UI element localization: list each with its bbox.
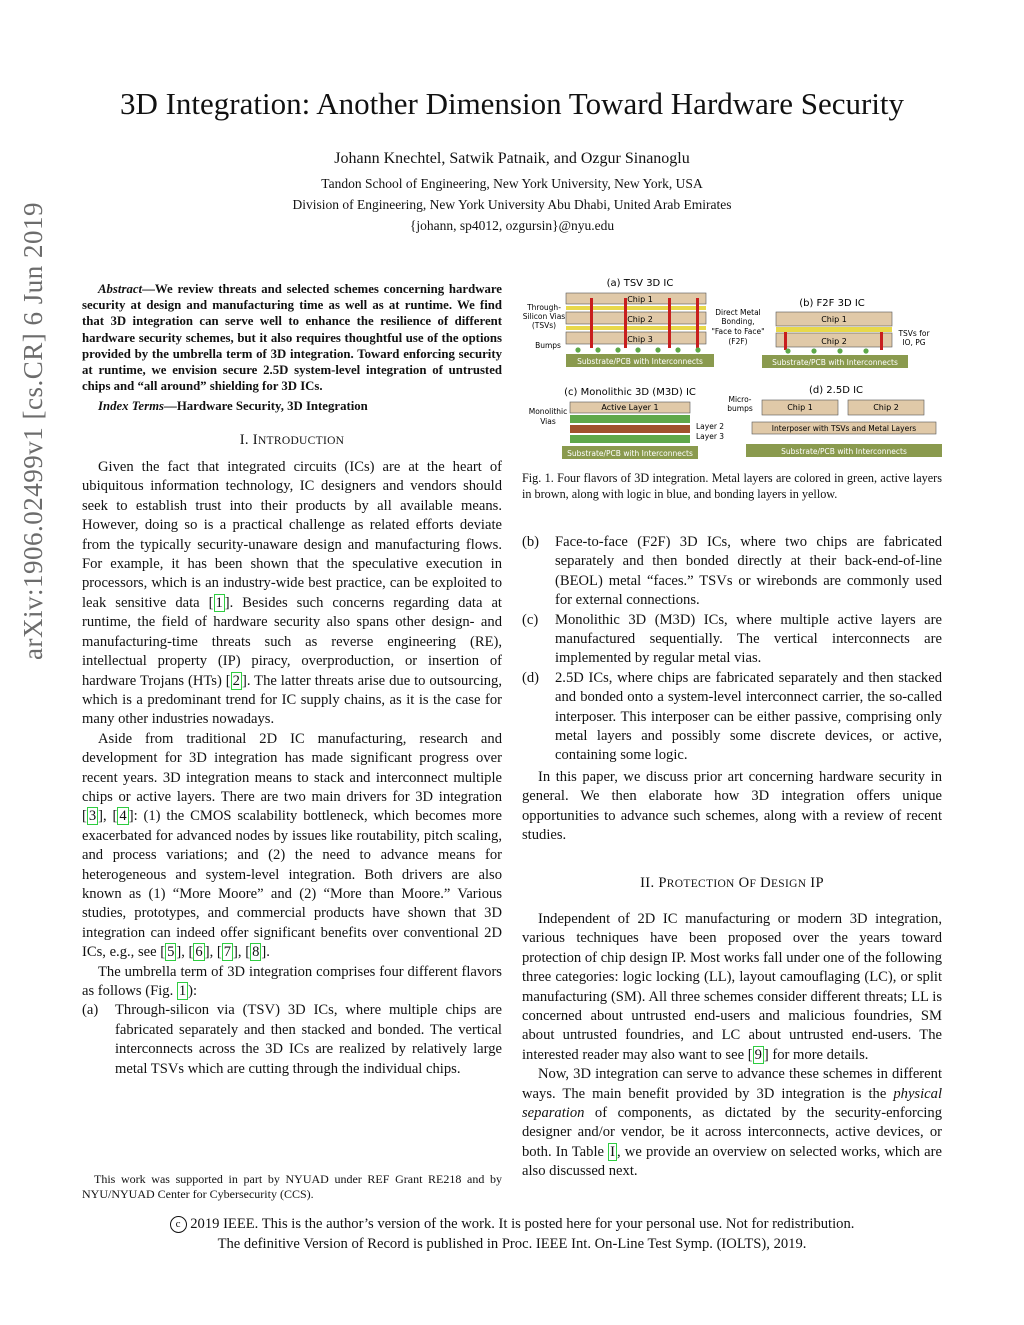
version-of-record-notice: The definitive Version of Record is published in Proc. IEEE Int. On-Line Test Symp. (IOLTS), 2019.	[217, 1236, 807, 1252]
author-emails: {johann, sp4012, ozgursin}@nyu.edu	[409, 218, 615, 233]
bump	[595, 347, 600, 352]
figure-link[interactable]: 1	[178, 983, 187, 999]
copyright-symbol: c	[170, 1216, 187, 1233]
tsv-label-line1: Through-	[527, 303, 561, 312]
citation-link[interactable]: 5	[167, 944, 175, 961]
substrate-label: Substrate/PCB with Interconnects	[567, 449, 693, 458]
microbumps-label-line2: bumps	[727, 404, 753, 413]
microbumps-label-line1: Micro-	[728, 395, 752, 404]
f2f-label-line2: Bonding,	[721, 317, 755, 326]
substrate-label: Substrate/PCB with Interconnects	[577, 357, 703, 366]
layer-2	[570, 415, 690, 423]
citation-link[interactable]: 6	[195, 944, 203, 961]
author-list: Johann Knechtel, Satwik Patnaik, and Ozgur Sinanoglu	[334, 150, 690, 167]
list-item-label: (b)	[522, 534, 540, 550]
tsv-label-line3: (TSVs)	[531, 321, 557, 330]
citation-link[interactable]: 2	[232, 672, 240, 689]
list-item-text: 2.5D ICs, where chips are fabricated separately and then stacked and bonded onto a system-level interconnect carrier, the so-called interposer. This interposer can be either passive, comprising only metal layers and possibly some discrete devices, or active, containing some logic.	[555, 669, 942, 764]
copyright-notice	[0, 1216, 1024, 1233]
panel-b-f2f	[711, 298, 930, 368]
chip1-label: Chip 1	[821, 315, 847, 324]
monolithic-vias-label-line2: Vias	[540, 417, 556, 426]
intro-paragraph-3: The umbrella term of 3D integration comprises four different flavors as follows (Fig. 1 ):	[82, 963, 502, 999]
chip2-label: Chip 2	[821, 337, 847, 346]
tsv	[624, 298, 627, 348]
intro-paragraph-2: Aside from traditional 2D IC manufacturing, research and development for 3D integration has made significant progress over recent years. 3D integration means to stack and interconnect multiple chips or active layers. There are two main drivers for 3D integration [ 3 ], [ 4 ]: (1) the CMOS scalability bottleneck, which becomes more exacerbated for advanced nodes by issues like routability, pitch scaling, and process variations; and (2) the need to advance means for heterogeneous and system-level integration. Both drivers are also known as (1) “More Moore” and (2) “More than Moore.” Various studies, prototypes, and commercial products have shown that 3D integration can indeed offer significant benefits over conventional 2D ICs, e.g., see [ 5 ], [ 6 ], [ 7 ], [ 8 ].	[82, 730, 502, 961]
chip1-label: Chip 1	[787, 403, 813, 412]
tsv	[784, 332, 787, 350]
tsv	[668, 298, 671, 348]
figure-caption: Fig. 1. Four flavors of 3D integration. Metal layers are colored in green, active layers in brown, along with logic in blue, and bonding layers in yellow.	[522, 471, 942, 501]
tsv-io-label-line1: TSVs for	[898, 329, 930, 338]
list-item-a	[82, 1001, 502, 1079]
bumps-label: Bumps	[535, 341, 561, 350]
bump	[635, 347, 640, 352]
panel-c-m3d	[529, 387, 725, 459]
left-column	[82, 281, 502, 1079]
metal-layer	[570, 435, 690, 443]
list-item-label: (c)	[522, 611, 539, 628]
substrate-label: Substrate/PCB with Interconnects	[772, 358, 898, 367]
interposer-label: Interposer with TSVs and Metal Layers	[771, 424, 917, 433]
citation-link[interactable]: 4	[119, 808, 127, 825]
citation-link[interactable]: 7	[223, 944, 232, 961]
bump	[811, 348, 816, 353]
panel-d-title: (d) 2.5D IC	[808, 385, 864, 396]
citation-link[interactable]: 9	[754, 1046, 762, 1063]
f2f-label-line1: Direct Metal	[715, 308, 761, 317]
abstract	[82, 281, 502, 394]
abstract-label: Abstract	[98, 282, 143, 296]
bump	[863, 348, 868, 353]
paper-overview-paragraph: In this paper, we discuss prior art concerning hardware security in general. We then elaborate how 3D integration offers unique opportunities to advance such schemes, along with a review of recent studies.	[522, 768, 942, 844]
bonding-layer	[776, 327, 892, 332]
panel-c-title: (c) Monolithic 3D (M3D) IC	[564, 387, 696, 398]
section-heading-introduction: I. INTRODUCTION	[239, 431, 345, 448]
f2f-label-line3: "Face to Face"	[711, 327, 765, 336]
bonding-layer	[566, 306, 706, 310]
index-terms-text: —Hardware Security, 3D Integration	[164, 399, 368, 414]
list-item-b	[522, 533, 942, 611]
affiliation-nyuad: Division of Engineering, New York University Abu Dhabi, United Arab Emirates	[292, 197, 732, 212]
substrate-label: Substrate/PCB with Interconnects	[781, 447, 907, 456]
affiliation-nyu: Tandon School of Engineering, New York University, New York, USA	[321, 176, 703, 191]
citation-link[interactable]: 1	[215, 594, 223, 611]
citation-link[interactable]: 3	[88, 808, 97, 825]
right-column	[522, 533, 942, 1182]
figure-1	[518, 276, 948, 464]
panel-a-tsv	[523, 278, 714, 367]
list-item-text: Face-to-face (F2F) 3D ICs, where two chips are fabricated separately and then bonded directly at their back-end-of-line (BEOL) metal “faces.” TSVs or wirebonds are commonly used for external connections.	[555, 534, 942, 609]
section-heading-protection: II. PROTECTION OF DESIGN IP	[640, 874, 824, 891]
list-item-text: Through-silicon via (TSV) 3D ICs, where multiple chips are fabricated separately and then stacked and bonded. The vertical interconnects across the 3D ICs are realized by relatively large metal TSVs which are cutting through the individual chips.	[115, 1002, 502, 1077]
protection-paragraph-2: Now, 3D integration can serve to advance these schemes in different ways. The main benefit provided by 3D integration is the physical separation of components, as dictated by the security-enforcing designer and/or vendor, be it across interconnects, active devices, or both. In Table I , we provide an overview on selected works, which are also discussed next.	[522, 1066, 942, 1180]
bump	[615, 347, 620, 352]
list-item-c	[522, 611, 942, 669]
protection-paragraph-1: Independent of 2D IC manufacturing or modern 3D integration, various techniques have been proposed over the years toward protection of chip design IP. Most works fall under one of the following three categories: logic locking (LL), layout camouflaging (LC), or split manufacturing (SM). All three schemes consider different threats; LL is concerned about untrusted end-users and malicious foundries, SM about untrusted foundries, and LC about untrusted end-users. The interested reader may also want to see [ 9 ] for more details.	[522, 910, 942, 1063]
tsv	[590, 298, 593, 348]
list-item-label: (a)	[82, 1002, 99, 1019]
bump	[675, 347, 680, 352]
tsv	[696, 298, 699, 348]
list-item-text: Monolithic 3D (M3D) ICs, where multiple active layers are manufactured sequentially. The vertical interconnects are implemented by regular metal vias.	[555, 611, 942, 667]
intro-paragraph-1: Given the fact that integrated circuits (ICs) are at the heart of ubiquitous information technology, IC designers and vendors should seek to establish trust into their products by all available means. However, doing so is a practical challenge as related efforts deviate from the typically security-unaware design and manufacturing flows. For example, it has been shown that the speculative execution in processors, which is an industry-wide best practice, can be exploited to leak sensitive data [ 1 ]. Besides such concerns regarding data at runtime, the field of hardware security also spans other design- and manufacturing-time threats such as reverse engineering (RE), intellectual property (IP) piracy, overproduction, or insertion of hardware Trojans (HTs) [ 2 ]. The latter threats arise due to outsourcing, which is a predominant trend for IC supply chains, as it is the case for many other industries nowadays.	[82, 459, 502, 728]
bump	[837, 348, 842, 353]
citation-link[interactable]: 8	[252, 944, 260, 961]
arxiv-identifier[interactable]: arXiv:1906.02499v1 [cs.CR] 6 Jun 2019	[18, 202, 48, 660]
chip3-label: Chip 3	[627, 335, 653, 344]
layer3-label: Layer 3	[696, 432, 725, 441]
bump	[655, 347, 660, 352]
layer-3	[570, 425, 690, 433]
list-item-label: (d)	[522, 669, 540, 686]
abstract-text: —We review threats and selected schemes concerning hardware security at design and manufacturing time as well as at runtime. We find that 3D integration can serve well to enhance the resilience of different hardware security schemes, but it also requires thoughtful use of the options provided by the umbrella term of 3D integration. Toward enforcing security at runtime, we envision secure 2.5D system-level integration of untrusted chips and “all around” shielding for 3D ICs.	[82, 282, 502, 394]
panel-b-title: (b) F2F 3D IC	[799, 298, 865, 309]
chip2-label: Chip 2	[873, 403, 899, 412]
chip1-label: Chip 1	[627, 295, 653, 304]
index-terms	[82, 398, 502, 414]
paper-title: 3D Integration: Another Dimension Toward Hardware Security	[119, 86, 905, 121]
copyright-line: 2019 IEEE. This is the author’s version of the work. It is posted here for your personal use. Not for redistribution.	[190, 1216, 855, 1232]
panel-d-25d	[727, 385, 942, 457]
list-item-d	[522, 669, 942, 766]
monolithic-vias-label-line1: Monolithic	[528, 407, 568, 416]
tsv-io-label-line2: IO, PG	[902, 338, 926, 347]
index-terms-label: Index Terms	[98, 399, 165, 414]
bump	[695, 347, 700, 352]
panel-a-title: (a) TSV 3D IC	[606, 278, 674, 289]
bump	[785, 348, 790, 353]
active-layer-label: Active Layer 1	[601, 403, 659, 412]
table-link[interactable]: I	[610, 1143, 615, 1160]
tsv	[880, 332, 883, 350]
layer2-label: Layer 2	[696, 422, 725, 431]
funding-footnote: This work was supported in part by NYUAD under REF Grant RE218 and by NYU/NYUAD Center for Cybersecurity (CCS).	[82, 1172, 502, 1201]
bonding-layer	[566, 326, 706, 330]
f2f-label-line4: (F2F)	[728, 337, 748, 346]
bump	[575, 347, 580, 352]
chip2-label: Chip 2	[627, 315, 653, 324]
tsv-label-line2: Silicon Vias	[522, 312, 566, 321]
